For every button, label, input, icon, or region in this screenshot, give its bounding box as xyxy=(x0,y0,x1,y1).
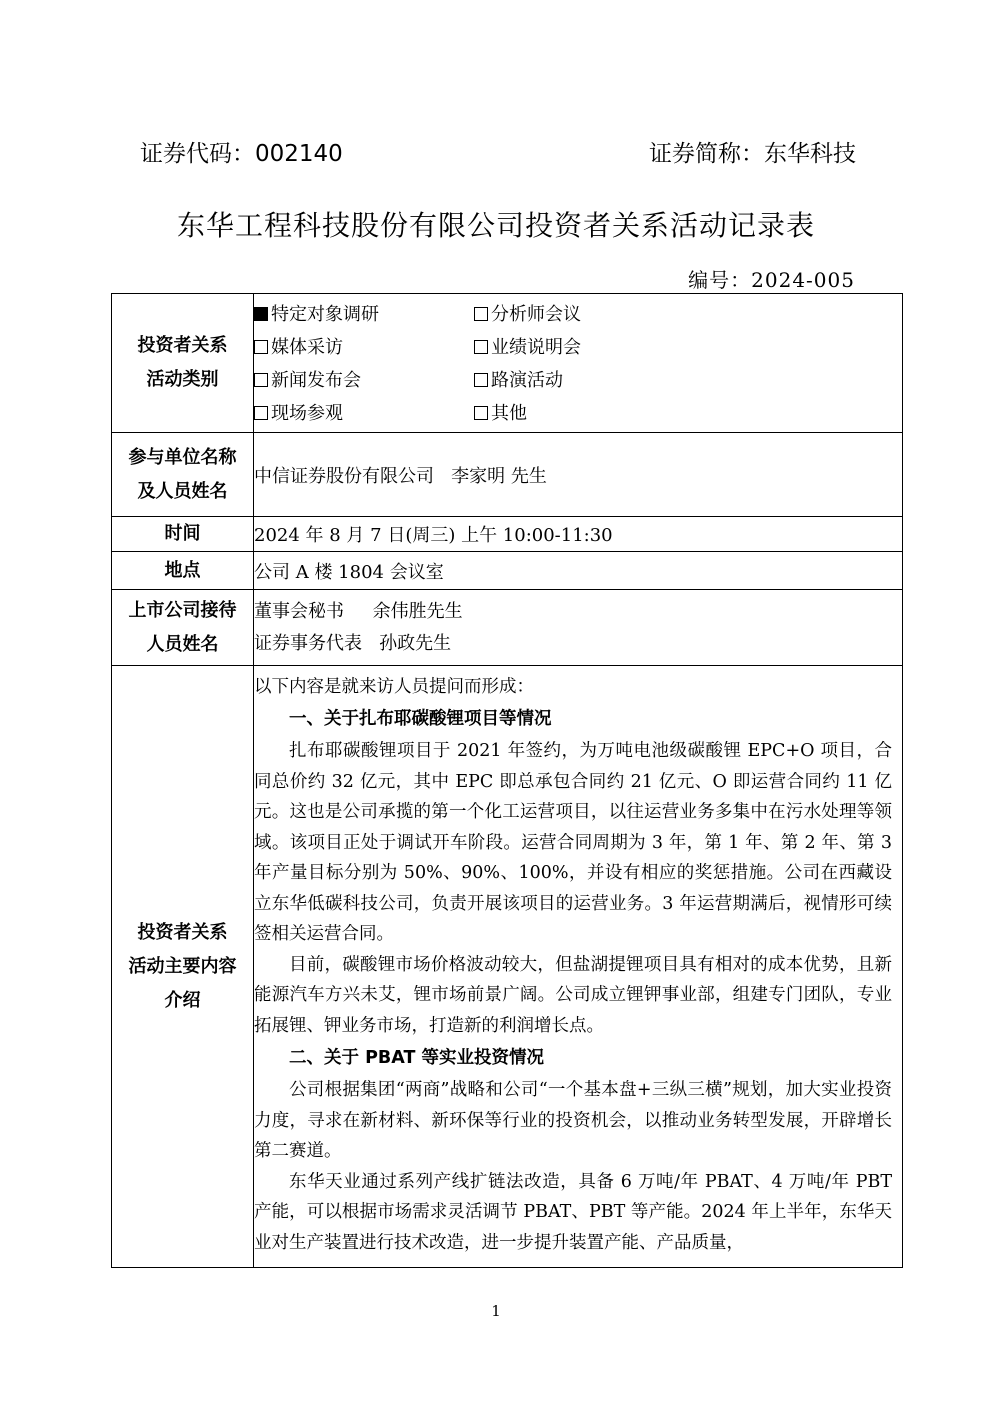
activity-type-option-label: 特定对象调研 xyxy=(271,304,379,325)
serial-number: 编号：2024-005 xyxy=(688,268,855,292)
activity-type-option xyxy=(474,397,694,430)
activity-type-option-label: 分析师会议 xyxy=(491,304,581,325)
row-activity-type xyxy=(112,294,903,433)
intro-text: 以下内容是就来访人员提问而形成： xyxy=(254,677,534,697)
stock-code: 证券代码：002140 xyxy=(140,140,343,167)
checked-box-icon xyxy=(254,307,268,321)
activity-type-label-text: 投资者关系 活动类别 xyxy=(137,335,228,390)
activity-type-option xyxy=(474,331,694,364)
receptionist-1: 董事会秘书 余伟胜先生 xyxy=(254,600,463,622)
activity-type-option-label: 其他 xyxy=(491,403,527,424)
unchecked-box-icon xyxy=(254,373,268,387)
section-2-heading: 二、关于 PBAT 等实业投资情况 xyxy=(289,1048,544,1068)
unchecked-box-icon xyxy=(474,406,488,420)
row-receptionists xyxy=(112,590,903,666)
activity-type-options xyxy=(254,294,903,433)
stock-header xyxy=(140,134,856,168)
receptionists-value xyxy=(254,590,903,666)
unchecked-box-icon xyxy=(254,406,268,420)
activity-type-option xyxy=(254,298,474,331)
activity-type-option-label: 现场参观 xyxy=(271,403,343,424)
row-time xyxy=(112,517,903,552)
receptionists-label xyxy=(112,590,254,666)
section-1-heading: 一、关于扎布耶碳酸锂项目等情况 xyxy=(289,709,552,729)
row-main-content xyxy=(112,666,903,1268)
main-content-label-text: 投资者关系 活动主要内容 介绍 xyxy=(128,921,237,1011)
unchecked-box-icon xyxy=(254,340,268,354)
unchecked-box-icon xyxy=(474,340,488,354)
section-1-paragraph-2: 目前，碳酸锂市场价格波动较大，但盐湖提锂项目具有相对的成本优势，且新能源汽车方兴未艾，锂市场前景广阔。公司成立锂钾事业部，组建专门团队，专业拓展锂、钾业务市场，打造新的利润增长点。 xyxy=(254,954,892,1036)
activity-type-option xyxy=(474,298,694,331)
location-label: 地点 xyxy=(112,552,254,590)
time-label: 时间 xyxy=(112,517,254,552)
page-number: 1 xyxy=(491,1302,501,1320)
activity-type-option-label: 新闻发布会 xyxy=(271,370,361,391)
main-content-label xyxy=(112,666,254,1268)
participants-label-text: 参与单位名称 及人员姓名 xyxy=(128,446,237,502)
checkbox-grid xyxy=(254,294,902,432)
section-1-paragraph-1: 扎布耶碳酸锂项目于 2021 年签约，为万吨电池级碳酸锂 EPC+O 项目，合同总价约 32 亿元，其中 EPC 即总承包合同约 21 亿元、O 即运营合同约 11 亿元。这也是公司承揽的第一个化工运营项目，以往运营业务多集中在污水处理等领域。该项目正处于调试开车阶段。运营合同周期为 3 年，第 1 年、第 2 年、第 3 年产量目标分别为 50%、90%、100%，并设有相应的奖惩措施。公司在西藏设立东华低碳科技公司，负责开展该项目的运营业务。3 年运营期满后，视情形可续签相关运营合同。 xyxy=(254,741,892,944)
section-2-paragraph-2: 东华天业通过系列产线扩链法改造，具备 6 万吨/年 PBAT、4 万吨/年 PBT 产能，可以根据市场需求灵活调节 PBAT、PBT 等产能。2024 年上半年，东华天业对生产装置进行技术改造，进一步提升装置产能、产品质量， xyxy=(254,1171,892,1253)
stock-short-name: 证券简称：东华科技 xyxy=(649,140,856,167)
activity-type-option xyxy=(474,364,694,397)
activity-type-option-label: 媒体采访 xyxy=(271,337,343,358)
location-value: 公司 A 楼 1804 会议室 xyxy=(254,552,903,590)
row-participants xyxy=(112,433,903,517)
activity-type-option xyxy=(254,397,474,430)
activity-type-label xyxy=(112,294,254,433)
receptionist-2: 证券事务代表 孙政先生 xyxy=(254,632,452,654)
record-table xyxy=(111,293,903,1268)
main-content-body xyxy=(254,666,902,1258)
section-2-paragraph-1: 公司根据集团“两商”战略和公司“一个基本盘+三纵三横”规划，加大实业投资力度，寻求在新材料、新环保等行业的投资机会，以推动业务转型发展，开辟增长第二赛道。 xyxy=(254,1080,892,1161)
activity-type-option-label: 业绩说明会 xyxy=(491,337,581,358)
participants-text: 中信证券股份有限公司 李家明 先生 xyxy=(254,465,547,487)
row-location xyxy=(112,552,903,590)
unchecked-box-icon xyxy=(474,307,488,321)
receptionists-label-text: 上市公司接待 人员姓名 xyxy=(128,599,237,655)
unchecked-box-icon xyxy=(474,373,488,387)
main-content-value xyxy=(254,666,903,1268)
activity-type-option-label: 路演活动 xyxy=(491,370,563,391)
activity-type-option xyxy=(254,364,474,397)
time-value: 2024 年 8 月 7 日(周三) 上午 10:00-11:30 xyxy=(254,517,903,552)
activity-type-option xyxy=(254,331,474,364)
document-title: 东华工程科技股份有限公司投资者关系活动记录表 xyxy=(176,209,815,242)
participants-label xyxy=(112,433,254,517)
participants-value xyxy=(254,433,903,517)
